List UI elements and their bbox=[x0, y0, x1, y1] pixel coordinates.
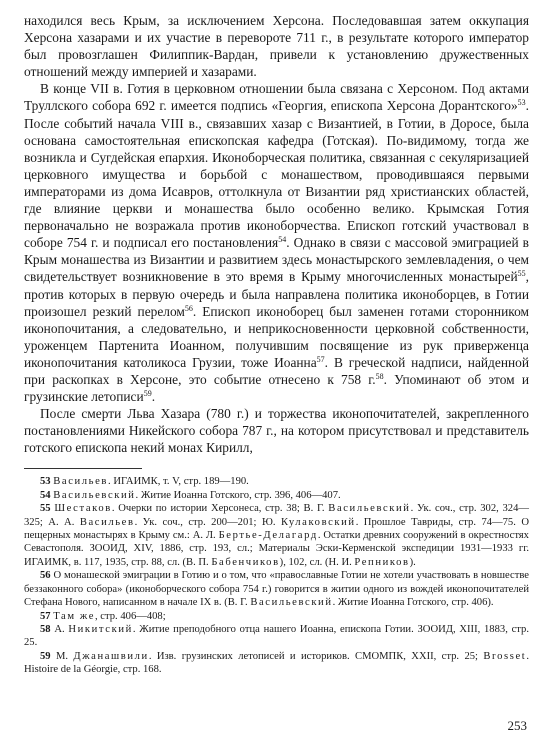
footnote-ref: 58 bbox=[375, 371, 384, 381]
author-name: Васильевский bbox=[53, 489, 136, 501]
footnote bbox=[24, 502, 529, 569]
author-name: Васильев bbox=[79, 516, 135, 528]
text-run: . Однако в связи с массовой эмиграцией в Крым монашества из Византии и развитием здесь монастырского землевладения, о чем свидетельствует возникновение в это время в Крыму многочисленных монастырей bbox=[24, 235, 529, 285]
author-name: Кулаковский bbox=[280, 516, 356, 528]
text-run: . Очерки по истории Херсонеса, стр. 38; В. Г. bbox=[111, 503, 329, 515]
paragraph bbox=[24, 405, 529, 456]
paragraph bbox=[24, 12, 529, 80]
text-run: . Житие преподобного отца нашего Иоанна, епископа Готии. ЗООИД, XIII, 1883, стр. 25. bbox=[24, 623, 529, 649]
footnote bbox=[24, 623, 529, 650]
author-name: Бертье-Делагард bbox=[218, 530, 318, 542]
text-run: В конце VII в. Готия в церковном отношении была связана с Херсоном. Под актами Труллского собора 692 г. имеется подпись «Георгия, епископа Херсона Дорантского» bbox=[24, 81, 529, 114]
footnote-ref: 53 bbox=[517, 98, 526, 108]
text-run: . Ук. соч., стр. 302, 324—325; А. А. bbox=[24, 503, 529, 528]
author-name: Brosset bbox=[483, 650, 527, 662]
text-run: . bbox=[151, 389, 156, 405]
text-run: М. bbox=[55, 650, 74, 662]
text-run: . Прошлое Тавриды, стр. 74—75. О пещерных монастырях в Крыму см.: А. Л. bbox=[24, 516, 529, 542]
text-run: , стр. 406—408; bbox=[95, 610, 166, 622]
text-run: , против которых в первую очередь и была направлена политика иконоборцев, в Готии произошел резкий перелом bbox=[24, 269, 529, 319]
text-run: ), 102, сл. (Н. И. bbox=[279, 556, 355, 568]
text-run: А. bbox=[54, 623, 69, 635]
author-name: Васильевский bbox=[328, 503, 411, 515]
text-run: . В греческой надписи, найденной при раскопках в Херсоне, это событие отнесено к 758 г. bbox=[24, 354, 530, 387]
text-run: . Histoire de la Géorgie, стр. 168. bbox=[24, 650, 529, 676]
footnote-number: 53 bbox=[40, 476, 51, 488]
footnote-ref: 54 bbox=[278, 235, 287, 245]
text-run: . Изв. грузинских летописей и историков. СМОМПК, XXII, стр. 25; bbox=[148, 650, 484, 662]
text-run: . ИГАИМК, т. V, стр. 189—190. bbox=[108, 476, 249, 488]
author-name: Никитский bbox=[68, 623, 133, 635]
footnote-ref: 57 bbox=[316, 354, 325, 364]
author-name: Джанашвили bbox=[73, 650, 149, 662]
text-run: . Житие Иоанна Готского, стр. 406). bbox=[332, 597, 494, 609]
author-name: Там же bbox=[53, 610, 95, 622]
footnote bbox=[24, 569, 529, 609]
author-name: Бабенчиков bbox=[211, 556, 280, 568]
text-run: О монашеской эмиграции в Готию и о том, что «православные Готии не хотели участвовать в новшестве беззаконного собора» (иконоборческого собора 754 г.) говорится в житии одного из вождей иконопочитателей Стефана Нового, написанном в начале IX в. (В. Г. bbox=[24, 570, 529, 609]
footnote-number: 56 bbox=[40, 570, 51, 582]
footnote bbox=[24, 475, 529, 488]
text-run: . Епископ иконоборец был заменен готами сторонником иконопочитания, а следовательно, и неприкосновенности церковной собственности, уроженцем Партенита Иоанном, получившим посвящение из рук приверженца иконопочитания католикоса Грузии, тоже Иоанна bbox=[24, 303, 529, 370]
text-run: . Остатки древних сооружений в окрестностях Севастополя. ЗООИД, XIV, 1886, стр. 193, сл.; Материалы Эски-Керменской экспедиции 1931—1933 гг. ИГАИМК, в. 117, 1935, стр. 88, сл. (В. П. bbox=[24, 530, 529, 568]
page-number: 253 bbox=[507, 718, 527, 733]
footnote-number: 55 bbox=[40, 503, 51, 515]
text-run: . Ук. соч., стр. 200—201; Ю. bbox=[134, 516, 281, 528]
text-run: . После событий начала VIII в., связавших хазар с Византией, в Готии, в Доросе, была основана самостоятельная епископская кафедра (Готская). По-видимому, тогда же возникла и Сугдейская епархия. Иконоборческая политика, связанная с секуляризацией церковного имущества и борьбой с монашеством, проводившаяся первыми императорами из дома Исавров, оттолкнула от Византии ряд христианских областей, где влияние церкви и монашества было особенно велико. Крымская Готия первоначально не возражала против иконоборчества. Епископ готский участвовал в соборе 754 г. и подписал его постановления bbox=[24, 98, 529, 251]
text-run: ). bbox=[409, 556, 416, 568]
author-name: Репников bbox=[354, 556, 410, 568]
body-text bbox=[24, 12, 529, 456]
author-name: Шестаков bbox=[54, 503, 112, 515]
footnote-number: 59 bbox=[40, 650, 51, 662]
footnote bbox=[24, 489, 529, 502]
text-run: . Житие Иоанна Готского, стр. 396, 406—407. bbox=[135, 489, 341, 501]
footnote-number: 58 bbox=[40, 623, 51, 635]
footnote-separator bbox=[24, 468, 142, 469]
author-name: Васильев bbox=[53, 476, 109, 488]
footnote-ref: 55 bbox=[517, 269, 526, 279]
footnote-number: 57 bbox=[40, 610, 51, 622]
footnotes bbox=[24, 475, 529, 676]
footnote-ref: 56 bbox=[184, 303, 193, 313]
text-run: . Упоминают об этом и грузинские летописи bbox=[24, 371, 529, 405]
author-name: Васильевский bbox=[250, 597, 333, 609]
paragraph bbox=[24, 80, 529, 405]
footnote-number: 54 bbox=[40, 489, 51, 501]
text-run: После смерти Льва Хазара (780 г.) и торжества иконопочитателей, закрепленного постановлениями Никейского собора 787 г., на котором присутствовал и представитель готского епископа некий монах Кирилл, bbox=[24, 406, 529, 456]
book-page bbox=[24, 12, 529, 677]
footnote bbox=[24, 610, 529, 623]
footnote bbox=[24, 650, 529, 677]
text-run: находился весь Крым, за исключением Херсона. Последовавшая затем оккупация Херсона хазарами и их участие в перевороте 711 г., в результате которого император был провозглашен Филиппик-Вардан, привели к установлению дружественных отношений между империей и хазарами. bbox=[24, 13, 529, 80]
footnote-ref: 59 bbox=[143, 389, 152, 399]
